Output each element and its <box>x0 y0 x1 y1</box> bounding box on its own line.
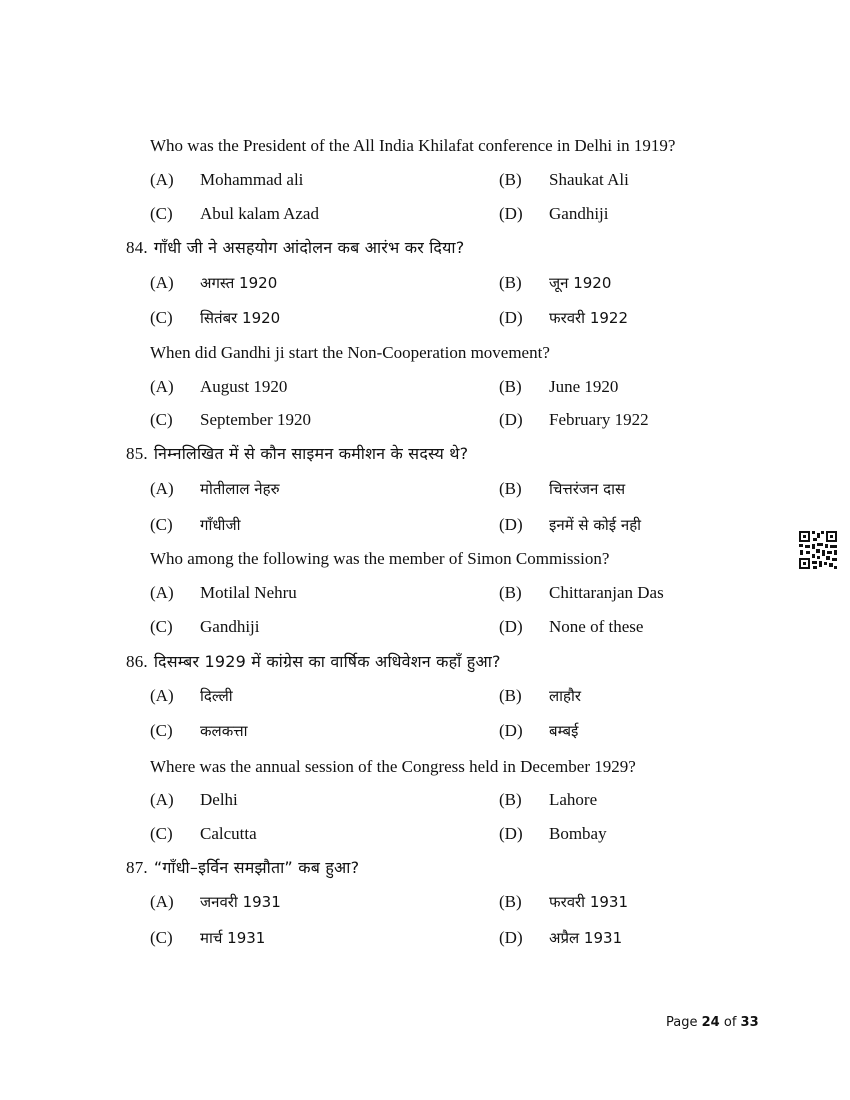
q85-hi-option-d: (D) इनमें से कोई नही <box>499 515 642 534</box>
page-number: Page 24 of 33 <box>666 1015 759 1030</box>
q83-option-b: (B) Shaukat Ali <box>499 170 629 189</box>
qr-code-icon <box>798 530 838 570</box>
q84-option-b: (B) June 1920 <box>499 377 619 396</box>
question-85-en: Who among the following was the member of Simon Commission? <box>150 549 610 568</box>
q84-hi-option-c: (C) सितंबर 1920 <box>150 308 281 327</box>
q85-option-d: (D) None of these <box>499 617 644 636</box>
question-84-en: When did Gandhi ji start the Non-Cooperation movement? <box>150 343 550 362</box>
q85-option-b: (B) Chittaranjan Das <box>499 583 664 602</box>
q84-hi-option-d: (D) फरवरी 1922 <box>499 308 629 327</box>
q83-option-a: (A) Mohammad ali <box>150 170 304 189</box>
q87-hi-option-c: (C) मार्च 1931 <box>150 928 266 947</box>
q84-hi-option-a: (A) अगस्त 1920 <box>150 273 278 292</box>
question-85-hi: 85. निम्नलिखित में से कौन साइमन कमीशन के सदस्य थे? <box>126 444 469 463</box>
q86-hi-option-d: (D) बम्बई <box>499 721 579 740</box>
q87-hi-option-d: (D) अप्रैल 1931 <box>499 928 623 947</box>
q85-option-a: (A) Motilal Nehru <box>150 583 297 602</box>
q85-hi-option-b: (B) चित्तरंजन दास <box>499 479 626 498</box>
question-83-en: Who was the President of the All India Khilafat conference in Delhi in 1919? <box>150 136 676 155</box>
q84-option-c: (C) September 1920 <box>150 410 311 429</box>
q85-hi-option-a: (A) मोतीलाल नेहरु <box>150 479 280 498</box>
q84-option-d: (D) February 1922 <box>499 410 649 429</box>
question-86-en: Where was the annual session of the Congress held in December 1929? <box>150 757 636 776</box>
q86-hi-option-b: (B) लाहौर <box>499 686 582 705</box>
q83-option-c: (C) Abul kalam Azad <box>150 204 319 223</box>
q86-option-d: (D) Bombay <box>499 824 607 843</box>
q86-option-a: (A) Delhi <box>150 790 238 809</box>
q85-hi-option-c: (C) गाँधीजी <box>150 515 241 534</box>
q86-option-b: (B) Lahore <box>499 790 598 809</box>
q87-hi-option-b: (B) फरवरी 1931 <box>499 892 629 911</box>
q86-hi-option-c: (C) कलकत्ता <box>150 721 248 740</box>
q84-hi-option-b: (B) जून 1920 <box>499 273 612 292</box>
question-84-hi: 84. गाँधी जी ने असहयोग आंदोलन कब आरंभ कर दिया? <box>126 238 465 257</box>
q86-option-c: (C) Calcutta <box>150 824 257 843</box>
q83-option-d: (D) Gandhiji <box>499 204 609 223</box>
question-86-hi: 86. दिसम्बर 1929 में कांग्रेस का वार्षिक अधिवेशन कहाँ हुआ? <box>126 652 501 671</box>
q87-hi-option-a: (A) जनवरी 1931 <box>150 892 281 911</box>
q86-hi-option-a: (A) दिल्ली <box>150 686 233 705</box>
q85-option-c: (C) Gandhiji <box>150 617 260 636</box>
question-87-hi: 87. “गाँधी–इर्विन समझौता” कब हुआ? <box>126 858 360 877</box>
q84-option-a: (A) August 1920 <box>150 377 288 396</box>
